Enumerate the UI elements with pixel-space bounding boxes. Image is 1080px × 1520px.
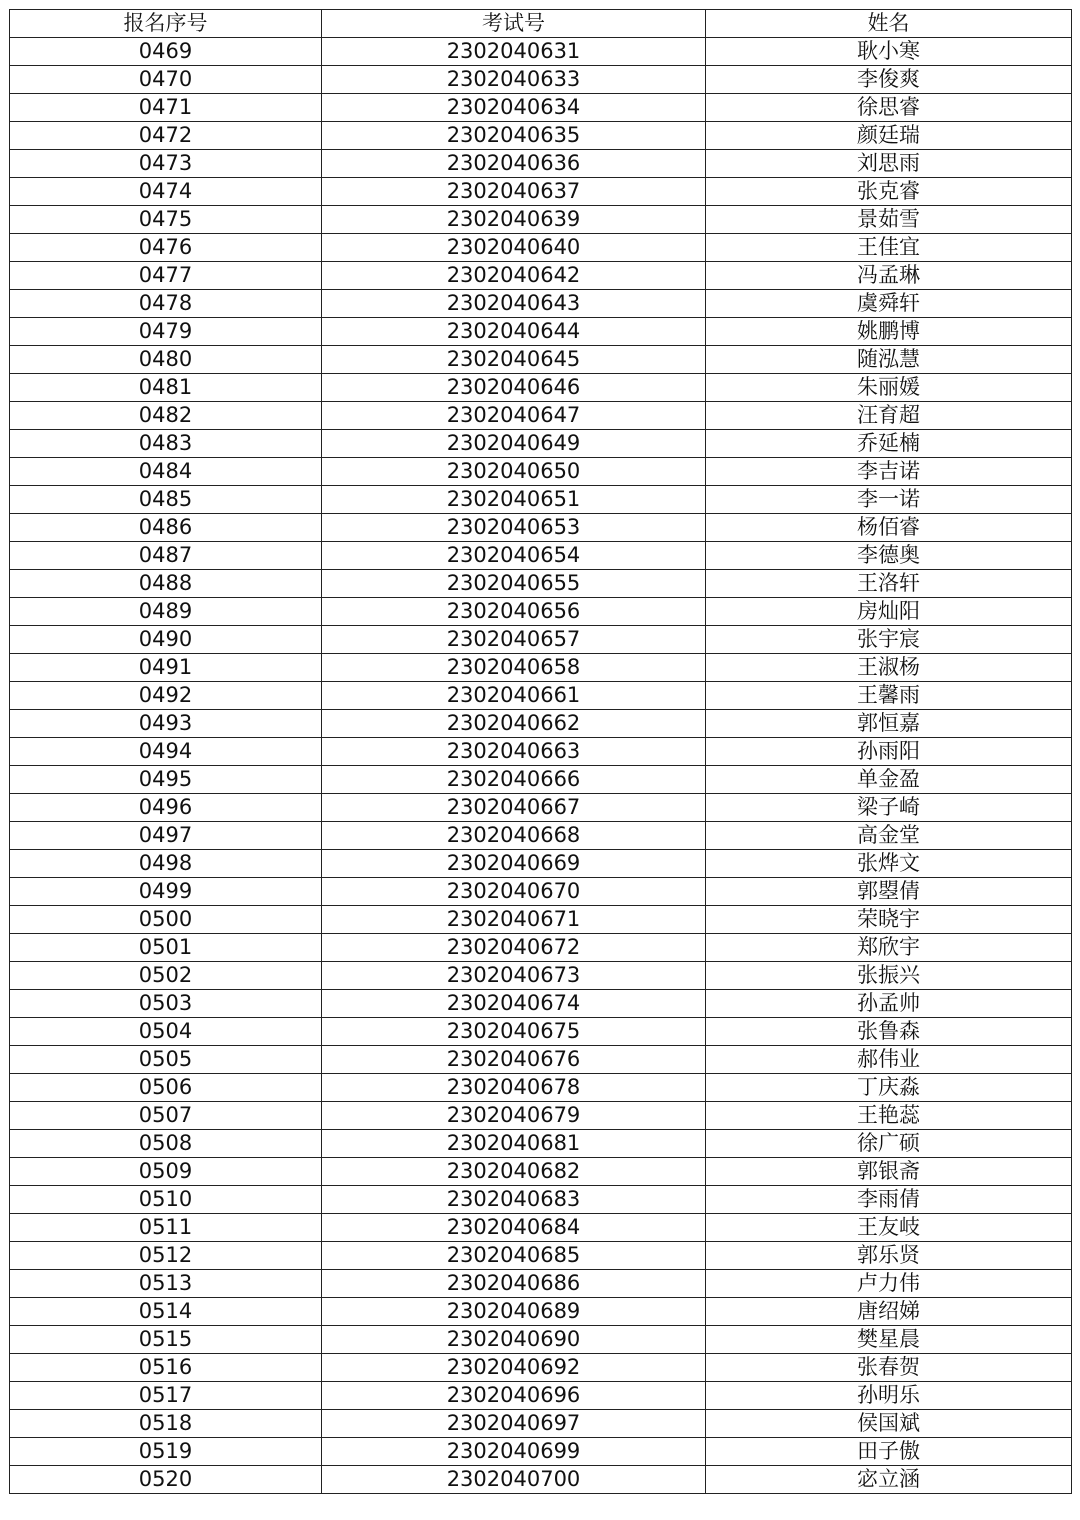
registration-number-cell: 0479 <box>10 318 322 346</box>
exam-number-cell: 2302040700 <box>322 1466 706 1494</box>
table-row <box>10 654 1072 682</box>
registration-number-cell: 0476 <box>10 234 322 262</box>
registration-number-cell: 0494 <box>10 738 322 766</box>
table-row <box>10 514 1072 542</box>
exam-number-cell: 2302040642 <box>322 262 706 290</box>
table-row <box>10 66 1072 94</box>
exam-number-cell: 2302040668 <box>322 822 706 850</box>
table-row <box>10 1438 1072 1466</box>
registration-number-cell: 0477 <box>10 262 322 290</box>
exam-number-cell: 2302040658 <box>322 654 706 682</box>
registration-number-cell: 0482 <box>10 402 322 430</box>
registration-number-cell: 0495 <box>10 766 322 794</box>
table-row <box>10 766 1072 794</box>
name-cell: 耿小寒 <box>706 38 1072 66</box>
registration-number-cell: 0472 <box>10 122 322 150</box>
exam-number-cell: 2302040639 <box>322 206 706 234</box>
registration-table <box>9 9 1072 1494</box>
name-cell: 唐绍娣 <box>706 1298 1072 1326</box>
exam-number-cell: 2302040645 <box>322 346 706 374</box>
name-cell: 汪育超 <box>706 402 1072 430</box>
name-cell: 徐广硕 <box>706 1130 1072 1158</box>
registration-number-cell: 0498 <box>10 850 322 878</box>
registration-number-cell: 0506 <box>10 1074 322 1102</box>
name-cell: 杨佰睿 <box>706 514 1072 542</box>
exam-number-cell: 2302040651 <box>322 486 706 514</box>
name-cell: 樊星晨 <box>706 1326 1072 1354</box>
table-row <box>10 122 1072 150</box>
registration-number-cell: 0517 <box>10 1382 322 1410</box>
name-cell: 虞舜轩 <box>706 290 1072 318</box>
name-cell: 随泓慧 <box>706 346 1072 374</box>
registration-number-cell: 0486 <box>10 514 322 542</box>
exam-number-cell: 2302040650 <box>322 458 706 486</box>
exam-number-cell: 2302040633 <box>322 66 706 94</box>
table-row <box>10 290 1072 318</box>
registration-number-cell: 0516 <box>10 1354 322 1382</box>
name-cell: 朱丽媛 <box>706 374 1072 402</box>
table-row <box>10 1242 1072 1270</box>
registration-number-cell: 0471 <box>10 94 322 122</box>
name-cell: 卢力伟 <box>706 1270 1072 1298</box>
name-cell: 王友岐 <box>706 1214 1072 1242</box>
table-row <box>10 1298 1072 1326</box>
registration-number-cell: 0487 <box>10 542 322 570</box>
registration-number-cell: 0509 <box>10 1158 322 1186</box>
table-row <box>10 458 1072 486</box>
name-cell: 李吉诺 <box>706 458 1072 486</box>
table-row <box>10 346 1072 374</box>
registration-number-cell: 0489 <box>10 598 322 626</box>
table-row <box>10 318 1072 346</box>
registration-number-cell: 0514 <box>10 1298 322 1326</box>
exam-number-cell: 2302040690 <box>322 1326 706 1354</box>
registration-number-cell: 0503 <box>10 990 322 1018</box>
registration-number-cell: 0473 <box>10 150 322 178</box>
table-row <box>10 570 1072 598</box>
exam-number-cell: 2302040674 <box>322 990 706 1018</box>
table-row <box>10 1186 1072 1214</box>
name-cell: 李俊爽 <box>706 66 1072 94</box>
registration-number-cell: 0520 <box>10 1466 322 1494</box>
registration-number-cell: 0478 <box>10 290 322 318</box>
table-row <box>10 1466 1072 1494</box>
exam-number-cell: 2302040669 <box>322 850 706 878</box>
exam-number-cell: 2302040634 <box>322 94 706 122</box>
exam-number-cell: 2302040678 <box>322 1074 706 1102</box>
table-row <box>10 486 1072 514</box>
exam-number-cell: 2302040671 <box>322 906 706 934</box>
exam-number-cell: 2302040640 <box>322 234 706 262</box>
name-cell: 单金盈 <box>706 766 1072 794</box>
name-cell: 田子傲 <box>706 1438 1072 1466</box>
name-cell: 孙孟帅 <box>706 990 1072 1018</box>
exam-number-cell: 2302040697 <box>322 1410 706 1438</box>
table-row <box>10 542 1072 570</box>
registration-number-cell: 0501 <box>10 934 322 962</box>
name-cell: 王洛轩 <box>706 570 1072 598</box>
name-cell: 郑欣宇 <box>706 934 1072 962</box>
exam-number-cell: 2302040670 <box>322 878 706 906</box>
exam-number-cell: 2302040643 <box>322 290 706 318</box>
table-row <box>10 1410 1072 1438</box>
table-row <box>10 1354 1072 1382</box>
registration-number-cell: 0510 <box>10 1186 322 1214</box>
table-row <box>10 822 1072 850</box>
name-cell: 郭乐贤 <box>706 1242 1072 1270</box>
exam-number-cell: 2302040672 <box>322 934 706 962</box>
name-cell: 刘思雨 <box>706 150 1072 178</box>
table-row <box>10 990 1072 1018</box>
registration-number-cell: 0485 <box>10 486 322 514</box>
exam-number-cell: 2302040656 <box>322 598 706 626</box>
table-row <box>10 1102 1072 1130</box>
exam-number-cell: 2302040655 <box>322 570 706 598</box>
table-row <box>10 738 1072 766</box>
registration-number-cell: 0493 <box>10 710 322 738</box>
exam-number-cell: 2302040692 <box>322 1354 706 1382</box>
exam-number-cell: 2302040675 <box>322 1018 706 1046</box>
registration-number-cell: 0475 <box>10 206 322 234</box>
name-cell: 房灿阳 <box>706 598 1072 626</box>
table-row <box>10 1214 1072 1242</box>
registration-number-cell: 0480 <box>10 346 322 374</box>
registration-number-cell: 0513 <box>10 1270 322 1298</box>
table-row <box>10 178 1072 206</box>
name-cell: 张烨文 <box>706 850 1072 878</box>
name-cell: 李雨倩 <box>706 1186 1072 1214</box>
registration-number-cell: 0481 <box>10 374 322 402</box>
name-cell: 张鲁森 <box>706 1018 1072 1046</box>
name-cell: 郭银斋 <box>706 1158 1072 1186</box>
name-cell: 冯孟琳 <box>706 262 1072 290</box>
table-row <box>10 1046 1072 1074</box>
name-cell: 郭恒嘉 <box>706 710 1072 738</box>
table-row <box>10 1382 1072 1410</box>
header-name: 姓名 <box>706 10 1072 38</box>
exam-number-cell: 2302040696 <box>322 1382 706 1410</box>
table-row <box>10 374 1072 402</box>
name-cell: 郝伟业 <box>706 1046 1072 1074</box>
exam-number-cell: 2302040649 <box>322 430 706 458</box>
header-registration-number: 报名序号 <box>10 10 322 38</box>
table-row <box>10 878 1072 906</box>
name-cell: 丁庆淼 <box>706 1074 1072 1102</box>
exam-number-cell: 2302040686 <box>322 1270 706 1298</box>
exam-number-cell: 2302040689 <box>322 1298 706 1326</box>
registration-number-cell: 0488 <box>10 570 322 598</box>
table-row <box>10 850 1072 878</box>
registration-number-cell: 0502 <box>10 962 322 990</box>
name-cell: 高金堂 <box>706 822 1072 850</box>
registration-number-cell: 0511 <box>10 1214 322 1242</box>
exam-number-cell: 2302040636 <box>322 150 706 178</box>
name-cell: 张宇宸 <box>706 626 1072 654</box>
header-exam-number: 考试号 <box>322 10 706 38</box>
registration-number-cell: 0512 <box>10 1242 322 1270</box>
registration-number-cell: 0470 <box>10 66 322 94</box>
exam-number-cell: 2302040662 <box>322 710 706 738</box>
exam-number-cell: 2302040637 <box>322 178 706 206</box>
exam-number-cell: 2302040682 <box>322 1158 706 1186</box>
name-cell: 王佳宜 <box>706 234 1072 262</box>
registration-number-cell: 0490 <box>10 626 322 654</box>
table-row <box>10 1270 1072 1298</box>
exam-number-cell: 2302040661 <box>322 682 706 710</box>
exam-number-cell: 2302040666 <box>322 766 706 794</box>
registration-number-cell: 0518 <box>10 1410 322 1438</box>
table-row <box>10 402 1072 430</box>
table-row <box>10 962 1072 990</box>
exam-number-cell: 2302040646 <box>322 374 706 402</box>
table-row <box>10 1130 1072 1158</box>
registration-number-cell: 0508 <box>10 1130 322 1158</box>
name-cell: 王淑杨 <box>706 654 1072 682</box>
registration-number-cell: 0504 <box>10 1018 322 1046</box>
registration-number-cell: 0497 <box>10 822 322 850</box>
registration-number-cell: 0474 <box>10 178 322 206</box>
table-row <box>10 710 1072 738</box>
registration-number-cell: 0515 <box>10 1326 322 1354</box>
name-cell: 孙雨阳 <box>706 738 1072 766</box>
name-cell: 李德奥 <box>706 542 1072 570</box>
name-cell: 乔延楠 <box>706 430 1072 458</box>
exam-number-cell: 2302040663 <box>322 738 706 766</box>
name-cell: 景茹雪 <box>706 206 1072 234</box>
exam-number-cell: 2302040681 <box>322 1130 706 1158</box>
table-row <box>10 234 1072 262</box>
registration-number-cell: 0499 <box>10 878 322 906</box>
exam-number-cell: 2302040699 <box>322 1438 706 1466</box>
table-header-row <box>10 10 1072 38</box>
table-row <box>10 1018 1072 1046</box>
registration-number-cell: 0496 <box>10 794 322 822</box>
table-row <box>10 934 1072 962</box>
table-body <box>10 38 1072 1494</box>
name-cell: 颜廷瑞 <box>706 122 1072 150</box>
registration-number-cell: 0483 <box>10 430 322 458</box>
table-row <box>10 1326 1072 1354</box>
name-cell: 孙明乐 <box>706 1382 1072 1410</box>
name-cell: 李一诺 <box>706 486 1072 514</box>
name-cell: 张春贺 <box>706 1354 1072 1382</box>
name-cell: 张振兴 <box>706 962 1072 990</box>
exam-number-cell: 2302040631 <box>322 38 706 66</box>
name-cell: 王馨雨 <box>706 682 1072 710</box>
exam-number-cell: 2302040654 <box>322 542 706 570</box>
table-row <box>10 626 1072 654</box>
registration-number-cell: 0492 <box>10 682 322 710</box>
exam-number-cell: 2302040685 <box>322 1242 706 1270</box>
name-cell: 侯国斌 <box>706 1410 1072 1438</box>
registration-number-cell: 0491 <box>10 654 322 682</box>
exam-number-cell: 2302040676 <box>322 1046 706 1074</box>
name-cell: 郭曌倩 <box>706 878 1072 906</box>
exam-number-cell: 2302040684 <box>322 1214 706 1242</box>
name-cell: 荣晓宇 <box>706 906 1072 934</box>
exam-number-cell: 2302040647 <box>322 402 706 430</box>
name-cell: 姚鹏博 <box>706 318 1072 346</box>
registration-number-cell: 0507 <box>10 1102 322 1130</box>
exam-number-cell: 2302040653 <box>322 514 706 542</box>
table-row <box>10 598 1072 626</box>
table-row <box>10 94 1072 122</box>
name-cell: 徐思睿 <box>706 94 1072 122</box>
registration-number-cell: 0519 <box>10 1438 322 1466</box>
exam-number-cell: 2302040683 <box>322 1186 706 1214</box>
name-cell: 宓立涵 <box>706 1466 1072 1494</box>
exam-number-cell: 2302040657 <box>322 626 706 654</box>
registration-number-cell: 0484 <box>10 458 322 486</box>
exam-number-cell: 2302040644 <box>322 318 706 346</box>
table-row <box>10 1158 1072 1186</box>
table-row <box>10 794 1072 822</box>
name-cell: 张克睿 <box>706 178 1072 206</box>
exam-number-cell: 2302040679 <box>322 1102 706 1130</box>
table-row <box>10 38 1072 66</box>
table-row <box>10 206 1072 234</box>
table-row <box>10 906 1072 934</box>
table-row <box>10 682 1072 710</box>
exam-number-cell: 2302040635 <box>322 122 706 150</box>
exam-number-cell: 2302040667 <box>322 794 706 822</box>
table-row <box>10 430 1072 458</box>
registration-number-cell: 0469 <box>10 38 322 66</box>
table-row <box>10 262 1072 290</box>
exam-number-cell: 2302040673 <box>322 962 706 990</box>
table-row <box>10 150 1072 178</box>
name-cell: 梁子崎 <box>706 794 1072 822</box>
name-cell: 王艳蕊 <box>706 1102 1072 1130</box>
registration-number-cell: 0505 <box>10 1046 322 1074</box>
table-row <box>10 1074 1072 1102</box>
registration-number-cell: 0500 <box>10 906 322 934</box>
